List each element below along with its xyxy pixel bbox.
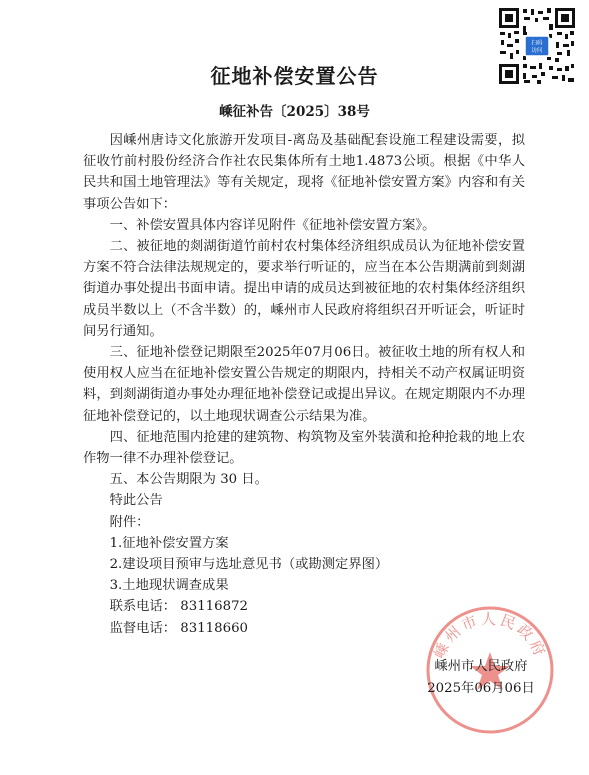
signature-block — [416, 656, 546, 700]
issuer-name: 嵊州市人民政府 — [434, 659, 528, 674]
attachment-item: 3.土地现状调查成果 — [109, 578, 229, 594]
attachments-label: 附件： — [109, 514, 150, 530]
attachment-item: 2.建设项目预审与选址意见书（或勘测定界图） — [109, 557, 389, 573]
notice-body — [83, 130, 525, 639]
closing-text: 特此公告 — [109, 493, 163, 509]
contact-phone: 联系电话： 83116872 — [109, 599, 248, 615]
paragraph-2: 二、被征地的剡湖街道竹前村农村集体经济组织成员认为征地补偿安置方案不符合法律法规规定的，要求举行听证的，应当在本公告期满前到剡湖街道办事处提出书面申请。提出申请的成员达到被征地的农村集体经济组织成员半数以上（不含半数）的，嵊州市人民政府将组织召开听证会，听证时间另行通知。 — [83, 239, 525, 339]
svg-text:嵊州市人民政府: 嵊州市人民政府 — [430, 610, 550, 662]
svg-text:扫码: 扫码 — [531, 40, 543, 47]
paragraph-intro: 因嵊州唐诗文化旅游开发项目-离岛及基础配套设施工程建设需要，拟征收竹前村股份经济合作社农民集体所有土地1.4873公顷。根据《中华人民共和国土地管理法》等有关规定，现将《征地补偿安置方案》内容和有关事项公告如下： — [83, 133, 525, 212]
paragraph-4: 四、征地范围内抢建的建筑物、构筑物及室外装潢和抢种抢栽的地上农作物一律不办理补偿登记。 — [83, 429, 525, 467]
attachment-item: 1.征地补偿安置方案 — [109, 535, 229, 551]
paragraph-3: 三、征地补偿登记期限至2025年07月06日。被征收土地的所有权人和使用权人应当在征地补偿安置公告规定的期限内，持相关不动产权属证明资料，到剡湖街道办事处办理征地补偿登记或提出异议。在规定期限内不办理征地补偿登记的，以土地现状调查公示结果为准。 — [83, 345, 525, 424]
supervision-phone: 监督电话： 83118660 — [109, 620, 248, 636]
paragraph-1: 一、补偿安置具体内容详见附件《征地补偿安置方案》。 — [109, 217, 436, 233]
issue-date: 2025年06月06日 — [427, 681, 535, 696]
paragraph-5: 五、本公告期限为 30 日。 — [109, 472, 268, 488]
svg-text:访问: 访问 — [531, 48, 543, 54]
page-title: 征地补偿安置公告 — [210, 64, 379, 88]
document-number: 嵊征补告〔2025〕38号 — [219, 104, 370, 120]
